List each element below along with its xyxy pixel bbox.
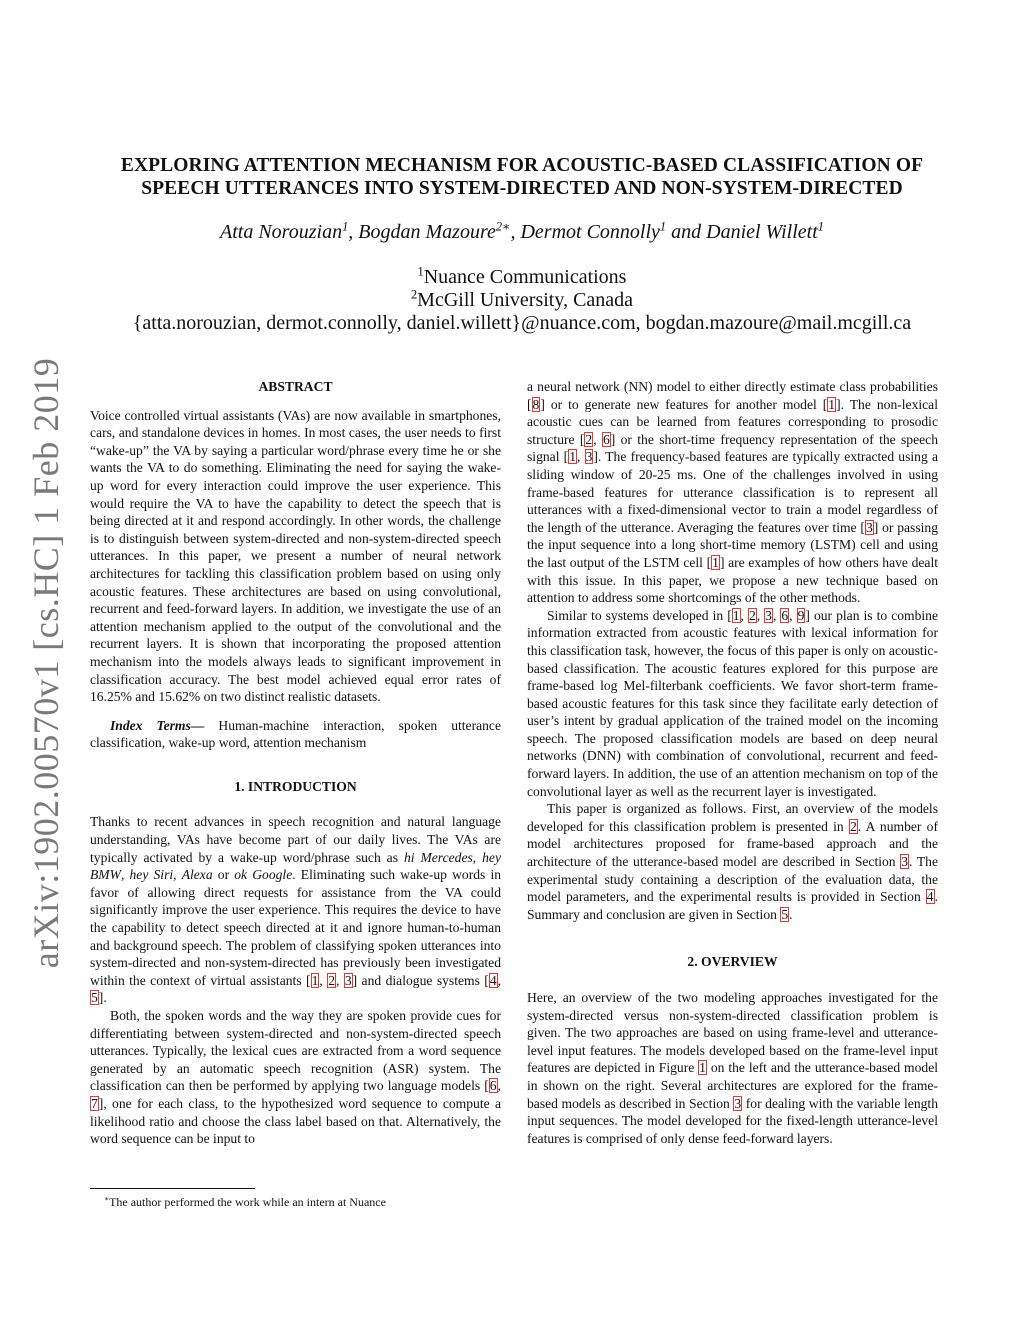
author-affil-mark: 1 bbox=[342, 219, 349, 234]
citation-link[interactable]: 6 bbox=[602, 431, 610, 447]
citation-link[interactable]: 1 bbox=[828, 396, 836, 412]
citation-link[interactable]: 3 bbox=[865, 519, 873, 535]
citation-link[interactable]: 1 bbox=[732, 607, 740, 623]
right-column bbox=[527, 378, 938, 1147]
author-affil-mark: 1 bbox=[817, 219, 824, 234]
paper-title bbox=[80, 154, 964, 200]
body-paragraph: Similar to systems developed in [1, 2, 3, 6, 9] our plan is to combine information extracted from acoustic features with lexical information for this classification task, however, the focus of this paper is only on acoustic-based classification. The acoustic features explored for this purpose are frame-based log Mel-filterbank coefficients. We favor short-term frame-based acoustic features for this task since they facilitate early detection of user’s intent by gradual application of the trained model on the incoming speech. The proposed classification models are based on deep neural networks (DNN) with combination of convolutional, recurrent and feed-forward layers. In addition, the use of an attention mechanism on top of the convolutional layer as well as the recurrent layer is investigated. bbox=[527, 607, 938, 799]
citation-link[interactable]: 8 bbox=[532, 396, 540, 412]
body-paragraph: a neural network (NN) model to either directly estimate class probabilities [8] or to generate new features for another model [1]. The non-lexical acoustic cues can be learned from features corresponding to prosodic structure [2, 6] or the short-time frequency representation of the speech signal [1, 3]. The frequency-based features are typically extracted using a sliding window of 20-25 ms. One of the challenges involved in using frame-based features for utterance classification is to represent all utterances with a fixed-dimensional vector to train a model regardless of the length of the utterance. Averaging the features over time [3] or passing the input sequence into a long short-time memory (LSTM) cell and using the last output of the LSTM cell [1] are examples of how others have dealt with this issue. In this paper, we propose a new technique based on attention to address some shortcomings of the other methods. bbox=[527, 379, 938, 606]
citation-link[interactable]: 1 bbox=[569, 449, 576, 465]
footnote: ∗The author performed the work while an intern at Nuance bbox=[104, 1194, 386, 1209]
citation-link[interactable]: 2 bbox=[748, 607, 756, 623]
body-paragraph: Here, an overview of the two modeling approaches investigated for the system-directed versus non-system-directed classification problem is given. The two approaches are based on using frame-level and utterance-level input features. The models developed based on the frame-level input features are depicted in Figure 1 on the left and the utterance-based model in shown on the right. Several architectures are explored for the frame-based models as described in Section 3 for dealing with the variable length input sequences. The model developed for the fixed-length utterance-level features is comprised of only dense feed-forward layers. bbox=[527, 990, 938, 1146]
arxiv-stamp: arXiv:1902.00570v1 [cs.HC] 1 Feb 2019 bbox=[26, 357, 66, 969]
footnote-rule bbox=[90, 1188, 255, 1189]
index-terms: Index Terms— Human-machine interaction, spoken utterance classification, wake-up word, attention mechanism bbox=[90, 717, 502, 751]
citation-link[interactable]: 6 bbox=[489, 1078, 497, 1094]
figure-link[interactable]: 1 bbox=[699, 1060, 706, 1076]
citation-link[interactable]: 9 bbox=[797, 607, 805, 623]
section-link[interactable]: 2 bbox=[849, 818, 857, 834]
body-paragraph: This paper is organized as follows. First, an overview of the models developed for this classification problem is presented in 2. A number of model architectures proposed for frame-based approach and the architecture of the utterance-based model are described in Section 3. The experimental study containing a description of the evaluation data, the model parameters, and the experimental results is provided in Section 4. Summary and conclusion are given in Section 5. bbox=[527, 801, 938, 922]
citation-link[interactable]: 6 bbox=[781, 607, 789, 623]
index-terms-label: Index Terms— bbox=[110, 717, 205, 733]
title-line-1: EXPLORING ATTENTION MECHANISM FOR ACOUSTIC-BASED CLASSIFICATION OF bbox=[120, 155, 924, 176]
author-affil-mark: 1 bbox=[659, 219, 667, 234]
abstract-text: Voice controlled virtual assistants (VAs) are now available in smartphones, cars, and standalone devices in homes. In most cases, the user needs to first “wake-up” the VA by saying a particular word/phrase every time he or she wants the VA to do something. Eliminating the need for saying the wake-up word for every interaction could improve the user experience. This would require the VA to have the capability to detect the speech that is being directed at it and respond accordingly. In other words, the challenge is to distinguish between system-directed and non-system-directed speech utterances. In this paper, we present a number of neural network architectures for tackling this classification problem based on using only acoustic features. These architectures are based on using convolutional, recurrent and feed-forward layers. In addition, we investigate the use of an attention mechanism applied to the output of the convolutional and the recurrent layers. It is shown that incorporating the proposed attention mechanism into the models always leads to significant improvement in classification accuracy. The best model achieved equal error rates of 16.25% and 15.62% on two distinct realistic datasets. bbox=[90, 407, 501, 705]
email-line: {atta.norouzian, dermot.connolly, daniel.willett}@nuance.com, bogdan.mazoure@mail.mcgill.ca bbox=[132, 312, 912, 334]
citation-link[interactable]: 2 bbox=[328, 972, 335, 988]
section-link[interactable]: 4 bbox=[926, 889, 934, 905]
section-link[interactable]: 3 bbox=[901, 854, 909, 870]
author-affil-mark: 2∗ bbox=[495, 219, 511, 234]
intro-paragraph-2: Both, the spoken words and the way they are spoken provide cues for differentiating between system-directed and non-system-directed speech utterances. Typically, the lexical cues are extracted from a word sequence generated by an automatic speech recognition (ASR) system. The classification can then be performed by applying two language models [6, 7], one for each class, to the hypothesized word sequence to compute a likelihood ratio and choose the class label based on that. Alternatively, the word sequence can be input to bbox=[90, 1008, 501, 1147]
affiliation-2: $^2$McGill University, Canada bbox=[410, 287, 634, 311]
affiliation-1: $^1$Nuance Communications bbox=[417, 264, 627, 288]
author-name: Bogdan Mazoure bbox=[358, 221, 496, 243]
abstract-heading: ABSTRACT bbox=[258, 379, 333, 394]
citation-link[interactable]: 3 bbox=[585, 449, 593, 465]
overview-heading: 2. OVERVIEW bbox=[687, 954, 778, 970]
citation-link[interactable]: 3 bbox=[344, 972, 352, 988]
author-name: Dermot Connolly bbox=[520, 221, 660, 243]
intro-paragraph-1: Thanks to recent advances in speech recognition and natural language understanding, VAs have become part of our daily lives. The VAs are typically activated by a wake-up word/phrase such as hi Mercedes, hey BMW, hey Siri, Alexa or ok Google. Eliminating such wake-up words in favor of allowing direct requests for assistance from the VA could significantly improve the user experience. This requires the device to have the capability to detect speech directed at it and ignore human-to-human and background speech. The problem of classifying spoken utterances into system-directed and non-system-directed has previously been investigated within the context of virtual assistants [1, 2, 3] and dialogue systems [4, 5]. bbox=[90, 814, 502, 1006]
left-column bbox=[90, 378, 501, 1148]
citation-link[interactable]: 3 bbox=[765, 607, 772, 623]
citation-link[interactable]: 4 bbox=[489, 972, 497, 988]
section-link[interactable]: 5 bbox=[781, 906, 789, 922]
citation-link[interactable]: 5 bbox=[91, 990, 98, 1006]
author-name: Atta Norouzian bbox=[220, 221, 343, 243]
author-list: Atta Norouzian$^1$, Bogdan Mazoure$^{2∗}$, Dermot Connolly$^1$ and Daniel Willett$^1$ bbox=[220, 219, 824, 243]
citation-link[interactable]: 1 bbox=[712, 554, 719, 570]
citation-link[interactable]: 2 bbox=[585, 431, 593, 447]
author-name: Daniel Willett bbox=[706, 221, 818, 243]
intro-heading: 1. INTRODUCTION bbox=[234, 778, 357, 794]
section-link[interactable]: 3 bbox=[734, 1095, 742, 1111]
citation-link[interactable]: 7 bbox=[91, 1095, 98, 1111]
citation-link[interactable]: 1 bbox=[311, 972, 319, 988]
title-line-2: SPEECH UTTERANCES INTO SYSTEM-DIRECTED AND NON-SYSTEM-DIRECTED bbox=[141, 178, 903, 199]
